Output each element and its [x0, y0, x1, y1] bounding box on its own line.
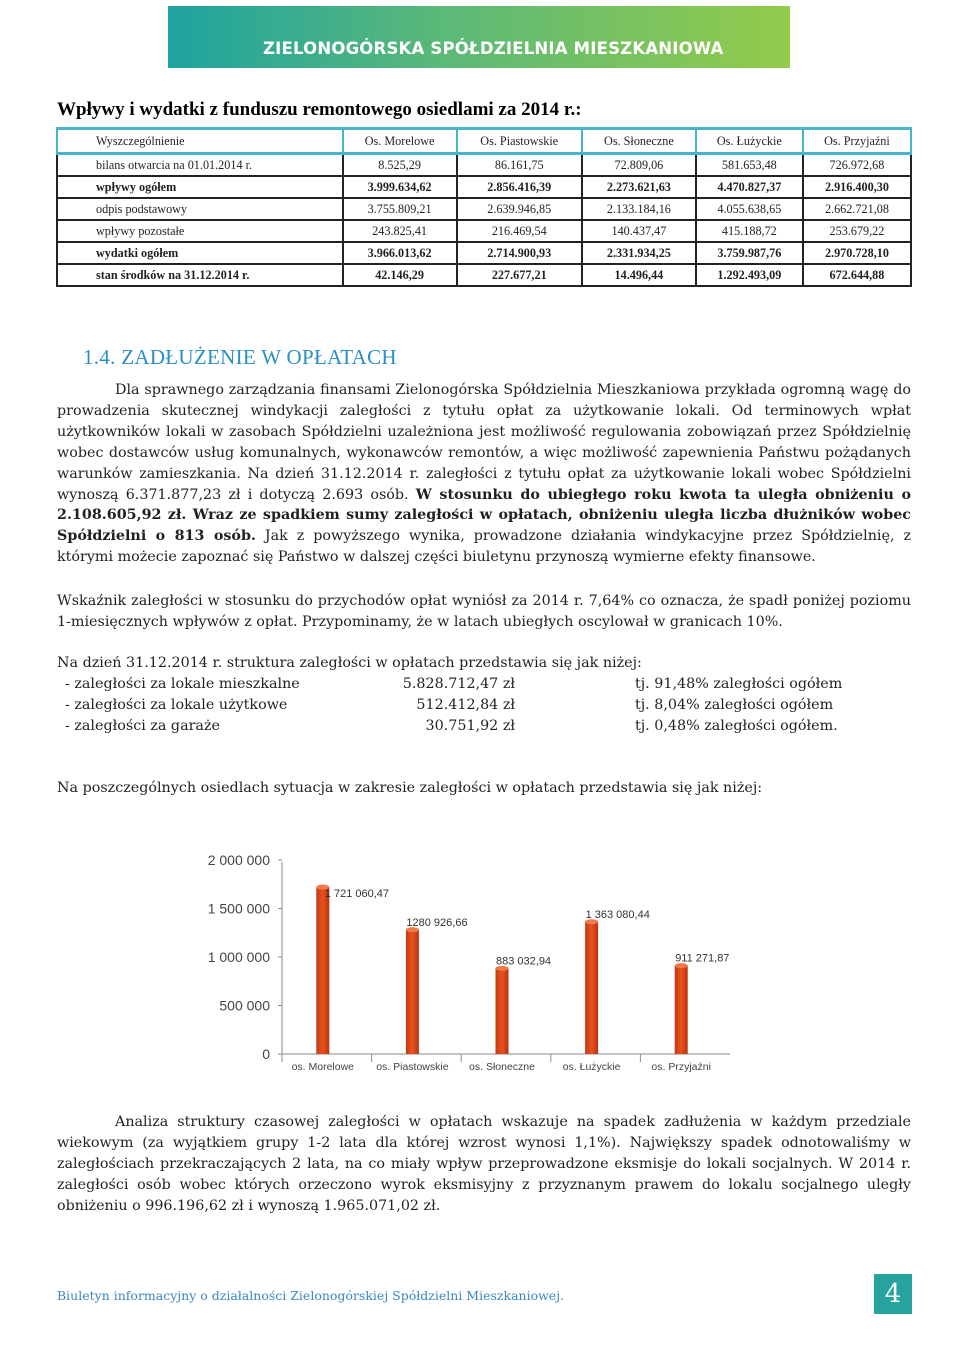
column-header: Wyszczególnienie — [57, 129, 343, 154]
table-cell: 3.759.987,76 — [696, 242, 803, 264]
paragraph-text: Na dzień 31.12.2014 r. struktura zaległości w opłatach przedstawia się jak niżej: — [57, 655, 642, 671]
paragraph-text: Analiza struktury czasowej zaległości w opłatach wskazuje na spadek zadłużenia w każdym przedziale wiekowym (za wyjątkiem grupy 1-2 lata dla której wzrost wynosi 1,1%). Największy spadek odnotowaliśmy w zaległościach przekraczających 2 lata, na co miały wpływ przeprowadzone eksmisje do lokali socjalnych. W 2014 r. zaległości osób wobec których orzeczono wyrok eksmisyjny z przyznanym prawem do lokalu socjalnego uległy obniżeniu o 996.196,62 zł i wynoszą 1.965.071,02 zł. — [57, 1114, 911, 1214]
category-label: os. Łużyckie — [562, 1061, 621, 1073]
table-cell: 2.662.721,08 — [803, 198, 911, 220]
table-row — [57, 220, 911, 242]
table-row — [57, 154, 911, 177]
table-row — [57, 198, 911, 220]
bar — [406, 930, 419, 1054]
ratio-paragraph — [57, 591, 911, 633]
table-cell: 4.055.638,65 — [696, 198, 803, 220]
section-title: 1.4. ZADŁUŻENIE W OPŁATACH — [83, 345, 397, 369]
table-cell: 2.916.400,30 — [803, 176, 911, 198]
table-cell: 2.856.416,39 — [457, 176, 582, 198]
list-item — [57, 695, 917, 716]
item-amount: 30.751,92 zł — [425, 718, 515, 734]
table-cell: 672.644,88 — [803, 264, 911, 286]
category-label: os. Słoneczne — [469, 1061, 535, 1073]
debt-structure-list — [57, 674, 917, 737]
item-share: tj. 91,48% zaległości ogółem — [635, 676, 843, 692]
item-label: - zaległości za garaże — [65, 718, 220, 734]
category-label: os. Przyjaźni — [651, 1061, 711, 1073]
item-share: tj. 0,48% zaległości ogółem. — [635, 718, 838, 734]
column-header: Os. Słoneczne — [582, 129, 696, 154]
table-cell: 4.470.827,37 — [696, 176, 803, 198]
table-cell: 581.653,48 — [696, 154, 803, 177]
table-row — [57, 176, 911, 198]
column-header: Os. Przyjaźni — [803, 129, 911, 154]
structure-intro — [57, 653, 911, 674]
column-header: Os. Łużyckie — [696, 129, 803, 154]
fund-table — [56, 127, 912, 287]
table-header-row — [57, 129, 911, 154]
paragraph-text: Dla sprawnego zarządzania finansami Zielonogórska Spółdzielnia Mieszkaniowa przykłada ogromną wagę do prowadzenia skutecznej windykacji zaległości z tytułu opłat za użytkowanie lokali. Od terminowych wpłat użytkowników lokali w zasobach Spółdzielni uzależniona jest możliwość regulowania zobowiązań przez Spółdzielnię wobec dostawców usług komunalnych, wykonawców remontów, a więc możliwość zapewnienia Państwu pożądanych warunków zamieszkania. Na dzień 31.12.2014 r. zaległości z tytułu opłat za użytkowanie lokali wobec Spółdzielni wynoszą 6.371.877,23 zł i dotyczą 2.693 osób. — [57, 382, 911, 503]
item-label: - zaległości za lokale użytkowe — [65, 697, 288, 713]
table-cell: 2.714.900,93 — [457, 242, 582, 264]
page-number: 4 — [874, 1274, 912, 1314]
data-label: 1 721 060,47 — [324, 888, 390, 901]
data-label: 1 363 080,44 — [585, 908, 650, 921]
table-cell: 3.966.013,62 — [343, 242, 457, 264]
y-tick-label: 0 — [262, 1046, 270, 1062]
table-cell: 243.825,41 — [343, 220, 457, 242]
table-heading: Wpływy i wydatki z funduszu remontowego osiedlami za 2014 r.: — [57, 99, 582, 120]
table-cell: 140.437,47 — [582, 220, 696, 242]
row-label: odpis podstawowy — [57, 198, 343, 220]
bar — [675, 966, 688, 1054]
data-label: 911 271,87 — [675, 952, 730, 965]
table-cell: 2.970.728,10 — [803, 242, 911, 264]
table-cell: 2.639.946,85 — [457, 198, 582, 220]
row-label: wydatki ogółem — [57, 242, 343, 264]
table-cell: 726.972,68 — [803, 154, 911, 177]
list-item — [57, 716, 917, 737]
footer-text: Biuletyn informacyjny o działalności Zielonogórskiej Spółdzielni Mieszkaniowej. — [57, 1288, 565, 1303]
table-cell: 86.161,75 — [457, 154, 582, 177]
table-row — [57, 264, 911, 286]
row-label: wpływy pozostałe — [57, 220, 343, 242]
column-header: Os. Morelowe — [343, 129, 457, 154]
estates-intro — [57, 778, 911, 799]
category-label: os. Piastowskie — [376, 1061, 449, 1073]
y-tick-label: 1 500 000 — [207, 900, 270, 917]
table-cell: 14.496,44 — [582, 264, 696, 286]
bar — [585, 922, 598, 1054]
item-label: - zaległości za lokale mieszkalne — [65, 676, 300, 692]
row-label: stan środków na 31.12.2014 r. — [57, 264, 343, 286]
item-amount: 512.412,84 zł — [416, 697, 515, 713]
table-cell: 2.331.934,25 — [582, 242, 696, 264]
table-row — [57, 242, 911, 264]
table-cell: 1.292.493,09 — [696, 264, 803, 286]
row-label: bilans otwarcia na 01.01.2014 r. — [57, 154, 343, 177]
debt-paragraph — [57, 380, 911, 568]
paragraph-bold-text: W stosunku do ubiegłego roku kwota ta uległa obniżeniu o 2.108.605,92 zł. Wraz ze spadkiem sumy zaległości w opłatach, obniżeniu uległa liczba dłużników wobec Spółdzielni o 813 osób. — [57, 486, 911, 545]
y-tick-label: 1 000 000 — [207, 949, 270, 965]
table-cell: 8.525,29 — [343, 154, 457, 177]
table-cell: 2.133.184,16 — [582, 198, 696, 220]
table-cell: 3.999.634,62 — [343, 176, 457, 198]
bar — [496, 968, 509, 1054]
item-share: tj. 8,04% zaległości ogółem — [635, 697, 834, 713]
header-banner — [168, 6, 790, 68]
y-tick-label: 2 000 000 — [207, 852, 270, 868]
paragraph-text: Wskaźnik zaległości w stosunku do przychodów opłat wyniósł za 2014 r. 7,64% co oznacza, że spadł poniżej poziomu 1-miesięcznych wpływów z opłat. Przypominamy, że w latach ubiegłych oscylował w granicach 10%. — [57, 593, 911, 630]
data-label: 883 032,94 — [496, 955, 552, 968]
y-tick-label: 500 000 — [219, 997, 270, 1014]
category-label: os. Morelowe — [291, 1061, 355, 1073]
table-cell: 42.146,29 — [343, 264, 457, 286]
table-cell: 415.188,72 — [696, 220, 803, 242]
table-cell: 2.273.621,63 — [582, 176, 696, 198]
paragraph-text: Na poszczególnych osiedlach sytuacja w zakresie zaległości w opłatach przedstawia się jak niżej: — [57, 780, 763, 796]
analysis-paragraph — [57, 1112, 911, 1217]
column-header: Os. Piastowskie — [457, 129, 582, 154]
table-cell: 72.809,06 — [582, 154, 696, 177]
table-cell: 216.469,54 — [457, 220, 582, 242]
paragraph-text: Jak z powyższego wynika, prowadzone działania windykacyjne przez Spółdzielnię, z którymi możecie zapoznać się Państwo w dalszej części biuletynu przynoszą wymierne efekty finansowe. — [57, 528, 911, 566]
header-title: ZIELONOGÓRSKA SPÓŁDZIELNIA MIESZKANIOWA — [263, 39, 724, 58]
table-cell: 3.755.809,21 — [343, 198, 457, 220]
item-amount: 5.828.712,47 zł — [402, 676, 515, 692]
data-label: 1280 926,66 — [406, 916, 468, 929]
list-item — [57, 674, 917, 695]
bar — [316, 887, 329, 1054]
table-cell: 253.679,22 — [803, 220, 911, 242]
debt-bar-chart — [190, 848, 750, 1083]
table-cell: 227.677,21 — [457, 264, 582, 286]
row-label: wpływy ogółem — [57, 176, 343, 198]
